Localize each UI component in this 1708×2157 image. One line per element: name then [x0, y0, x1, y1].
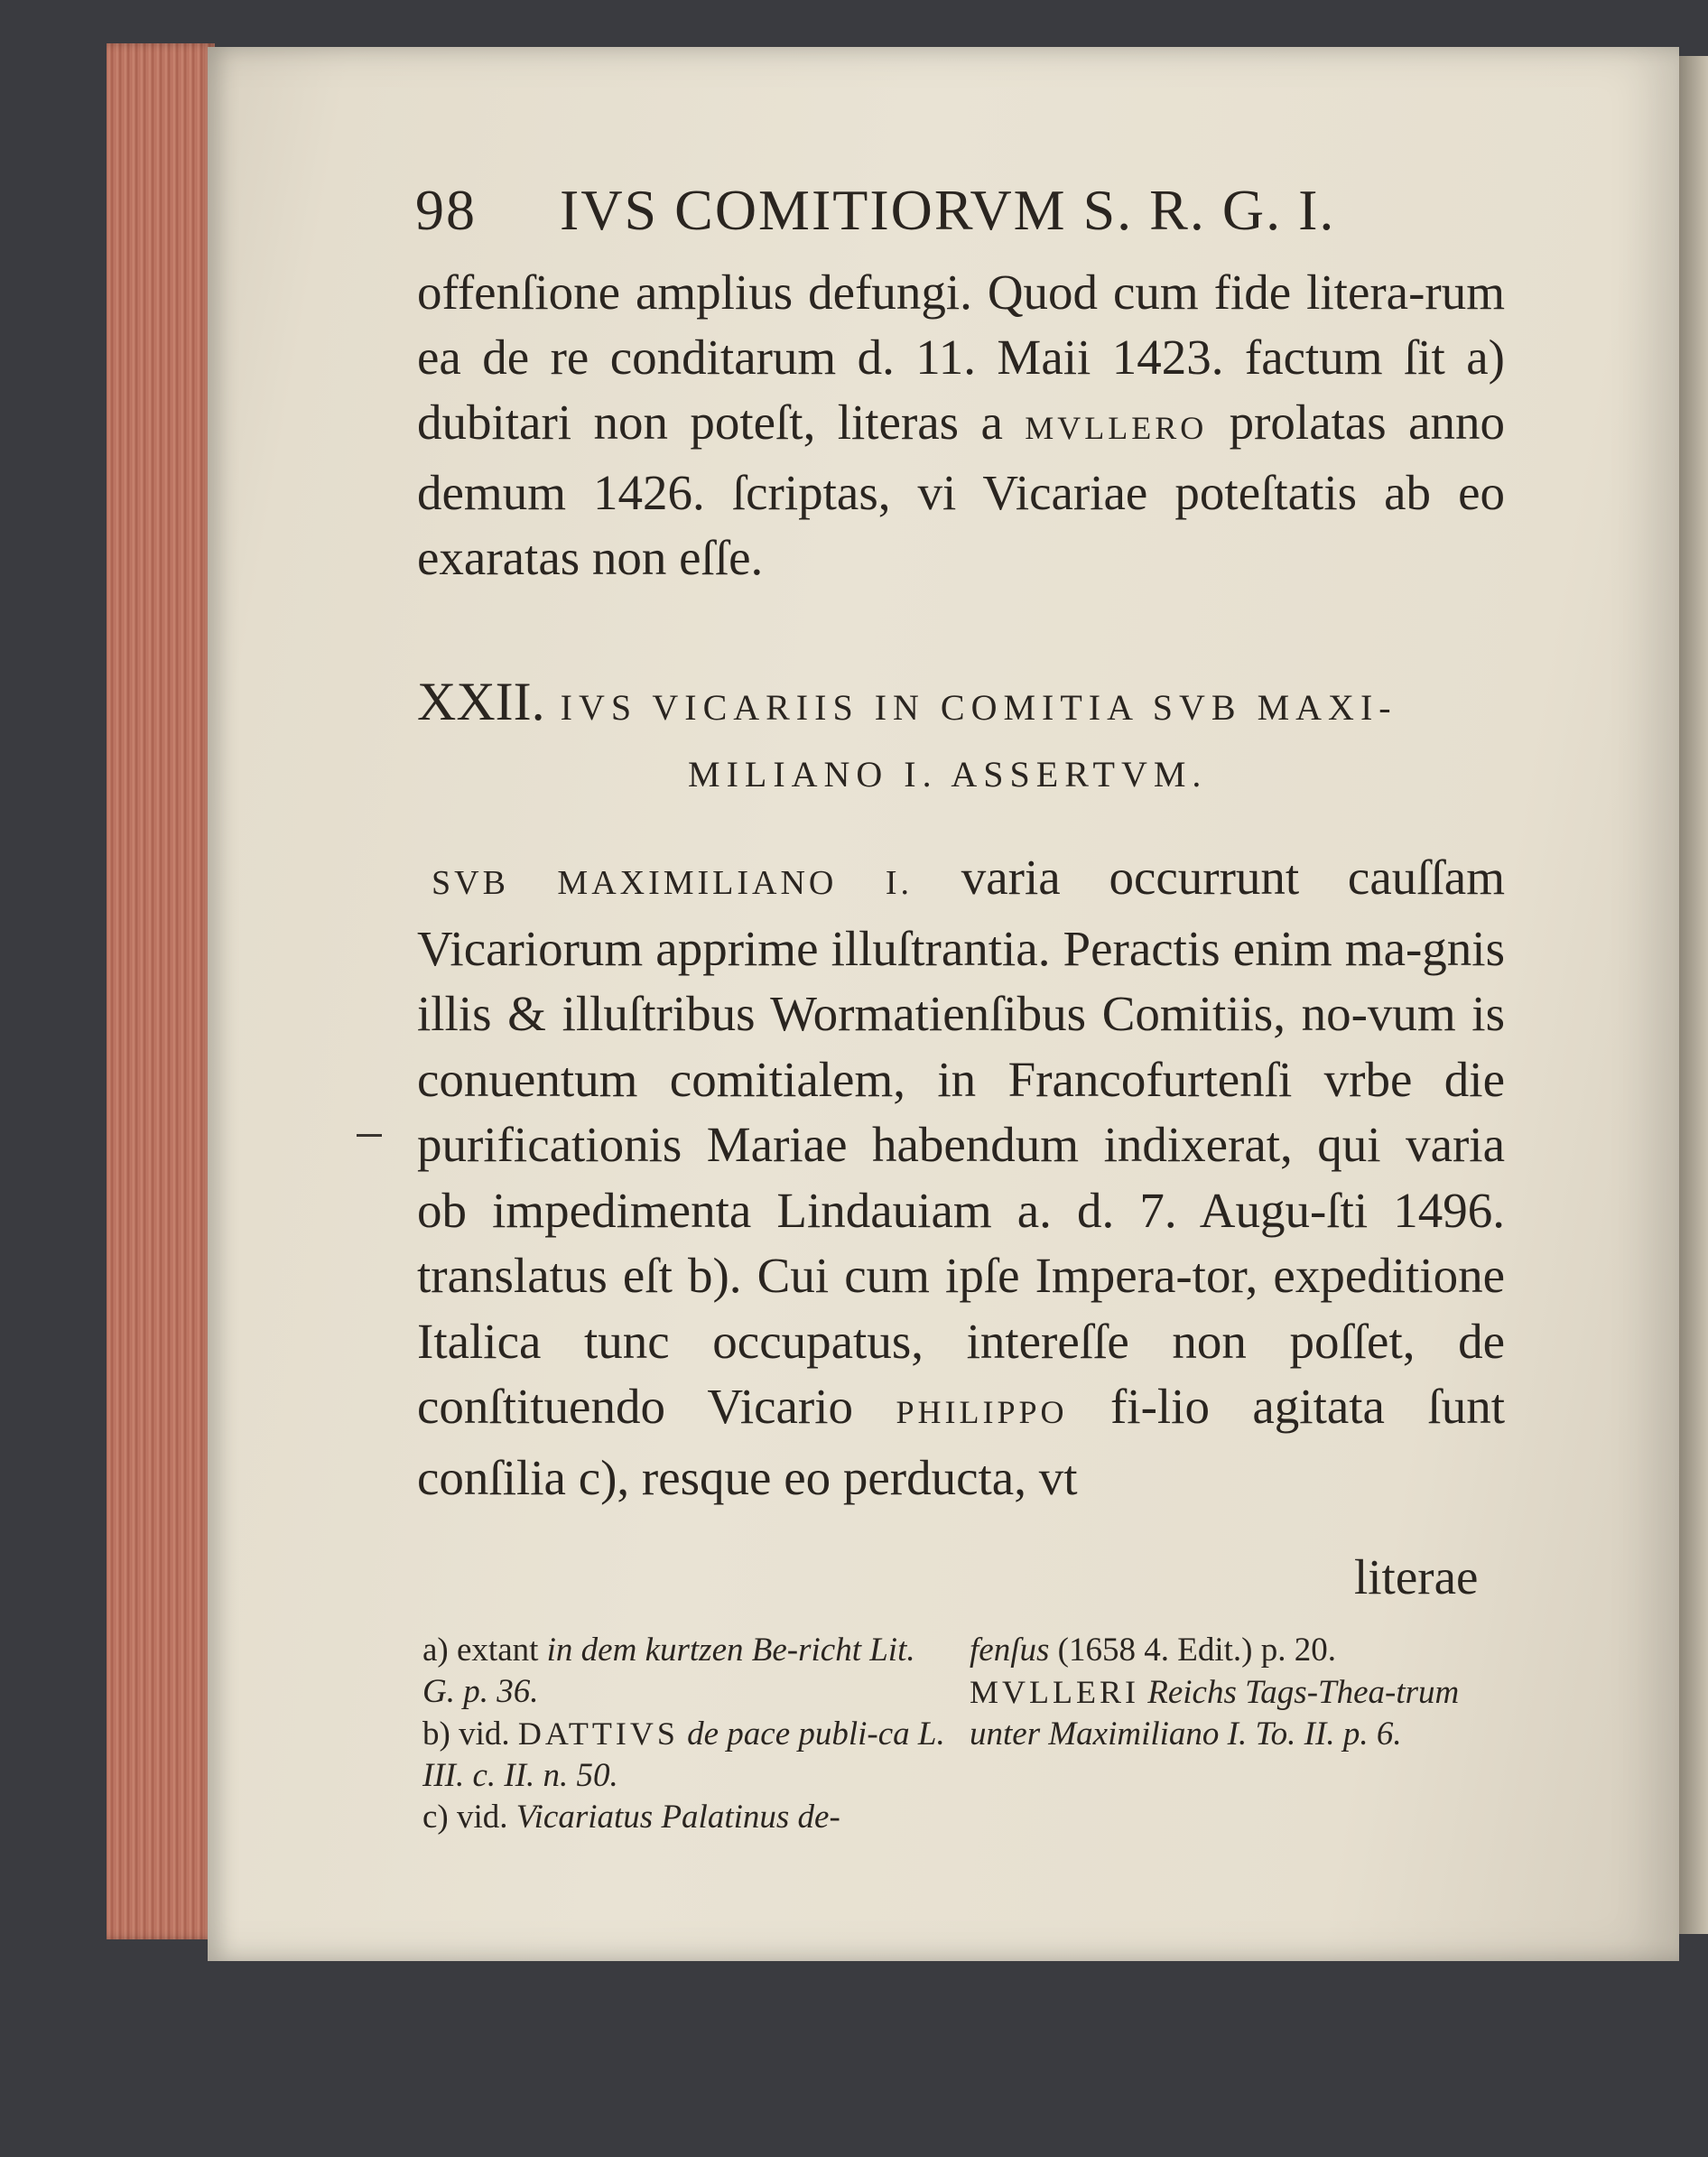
fn-r-italic-a: fenſus	[970, 1632, 1050, 1669]
fn-c-italic: Vicariatus Palatinus de-	[515, 1799, 840, 1836]
paragraph-1	[417, 260, 1505, 590]
section-heading	[417, 668, 1518, 808]
fn-b-name: DATTIVS	[517, 1715, 679, 1752]
fn-a-italic: in dem kurtzen Be-richt Lit. G. p. 36.	[422, 1632, 915, 1710]
fn-b-pre: vid.	[450, 1715, 518, 1753]
running-title: IVS COMITIORVM S. R. G. I.	[560, 178, 1336, 242]
fn-a-mark: a)	[422, 1632, 449, 1669]
page-number: 98	[415, 178, 477, 242]
footnotes-left	[422, 1630, 946, 1838]
fn-a-pre: extant	[448, 1632, 547, 1669]
section-numeral: XXII.	[417, 672, 545, 731]
section-title-line1: IVS VICARIIS IN COMITIA SVB MAXI-	[560, 687, 1397, 728]
book-fore-edge	[107, 43, 215, 1939]
para1-text-b: prolatas anno demum 1426. ſcriptas, vi Vicariae poteſtatis ab eo exaratas non eſſe.	[417, 395, 1505, 585]
catchword: literae	[1354, 1549, 1479, 1604]
fn-b-italic: de pace publi-ca L. III. c. II. n. 50.	[422, 1715, 945, 1794]
section-title-line2: MILIANO I. ASSERTVM.	[688, 754, 1208, 795]
running-header	[415, 177, 1544, 244]
para1-name-mullero: MVLLERO	[1025, 410, 1208, 446]
fn-r-name: MVLLERI	[970, 1674, 1139, 1710]
footnote-mulleri	[970, 1671, 1502, 1755]
fn-c-mark: c)	[422, 1799, 449, 1836]
para2-name-philippo: PHILIPPO	[896, 1394, 1068, 1430]
para2-text-b: fi-lio agitata ſunt conſilia c), resque eo perducta, vt	[417, 1379, 1505, 1505]
footnote-c-continued	[970, 1630, 1502, 1671]
footnote-a	[422, 1630, 946, 1713]
fn-r-italic-b: Reichs Tags-Thea-trum unter Maximiliano I. To. II. p. 6.	[970, 1674, 1460, 1753]
paragraph-2	[417, 845, 1505, 1511]
footnote-b	[422, 1713, 946, 1797]
para2-lead: SVB MAXIMILIANO I.	[432, 864, 914, 902]
footnote-c	[422, 1797, 946, 1838]
para2-text-a: varia occurrunt cauſſam Vicariorum apprime illuſtrantia. Peractis enim ma-gnis illis & illuſtribus Wormatienſibus Comitiis, no-vum is conuentum comitialem, in Francofurtenſi vrbe die purificationis Mariae habendum indixerat, qui varia ob impedimenta Lindauiam a. d. 7. Augu-ſti 1496. translatus eſt b). Cui cum ipſe Impera-tor, expeditione Italica tunc occupatus, intereſſe non poſſet, de conſtituendo Vicario	[417, 850, 1505, 1434]
fn-r-plain-a: (1658 4. Edit.) p. 20.	[1049, 1632, 1336, 1669]
para1-text-a: offenſione amplius defungi. Quod cum fide litera-rum ea de re conditarum d. 11. Maii 1423. factum ſit a) dubitari non poteſt, literas a	[417, 265, 1505, 450]
margin-mark	[357, 1134, 382, 1137]
fn-b-mark: b)	[422, 1715, 450, 1753]
footnotes-right	[970, 1630, 1502, 1755]
fn-c-pre: vid.	[448, 1799, 516, 1836]
